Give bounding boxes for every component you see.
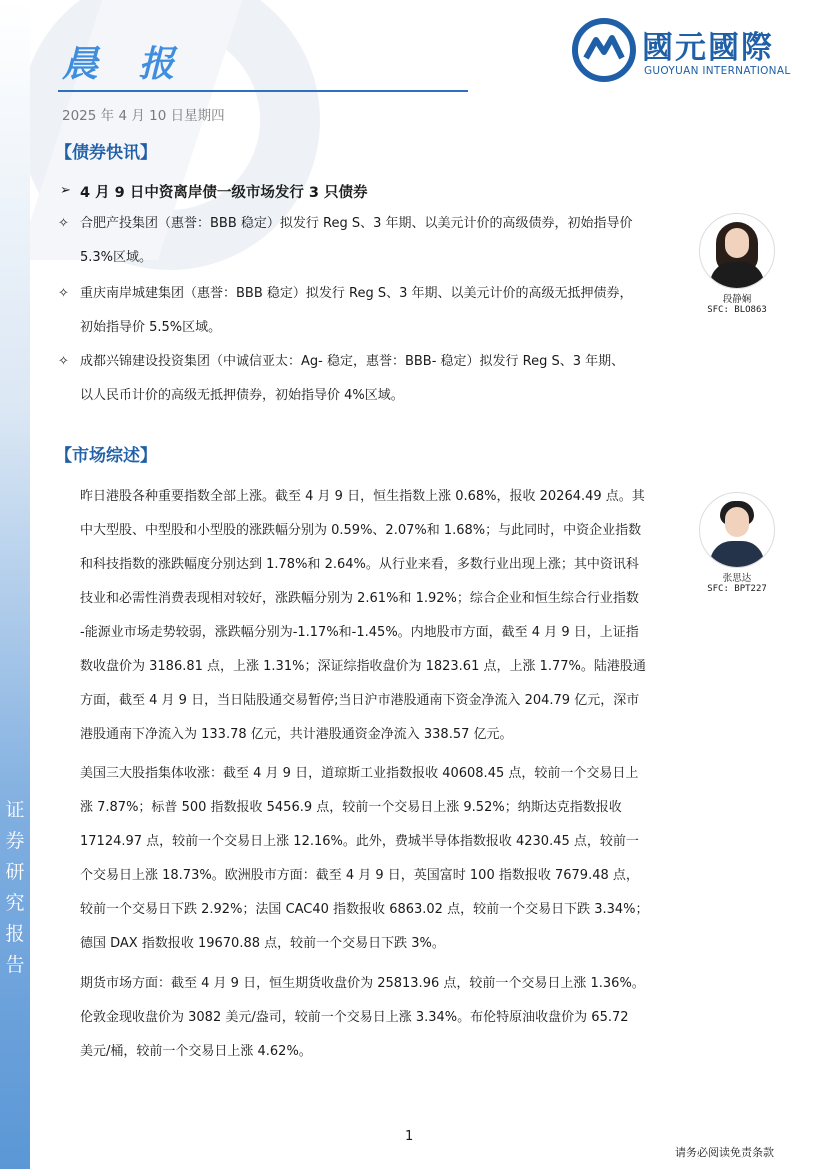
analyst-sfc: SFC: BPT227 (707, 584, 767, 594)
bond-bullet-line: 成都兴锦建设投资集团（中诚信亚太：Ag- 稳定，惠誉：BBB- 稳定）拟发行 Reg S、3 年期、 (80, 354, 625, 369)
paragraph-line: 伦敦金现收盘价为 3082 美元/盎司，较前一个交易日上涨 3.34%。布伦特原油收盘价为 65.72 (80, 1010, 629, 1025)
paragraph-line: 17124.97 点，较前一个交易日上涨 12.16%。此外，费城半导体指数报收 4230.45 点，较前一 (80, 834, 639, 849)
paragraph-line: 个交易日上涨 18.73%。欧洲股市方面：截至 4 月 9 日，英国富时 100 指数报收 7679.48 点， (80, 868, 639, 883)
analyst-name: 张思达 (722, 573, 752, 584)
side-label-char: 研 (5, 861, 25, 883)
paragraph-line: 数收盘价为 3186.81 点，上涨 1.31%；深证综指收盘价为 1823.61 点，上涨 1.77%。陆港股通 (80, 659, 646, 674)
paragraph-line: 中大型股、中型股和小型股的涨跌幅分别为 0.59%、2.07%和 1.68%；与此同时，中资企业指数 (80, 523, 642, 538)
analyst-card (692, 213, 782, 315)
side-label-char: 证 (5, 799, 25, 821)
bond-bullet-line: 合肥产投集团（惠誉：BBB 稳定）拟发行 Reg S、3 年期、以美元计价的高级债券，初始指导价 (80, 216, 633, 231)
logo-text-cn: 國元國際 (642, 30, 774, 66)
page-title: 晨 报 (62, 44, 189, 85)
avatar (699, 213, 775, 289)
bond-bullet-line: 重庆南岸城建集团（惠誉：BBB 稳定）拟发行 Reg S、3 年期、以美元计价的高级无抵押债券， (80, 286, 633, 301)
report-date: 2025 年 4 月 10 日星期四 (62, 108, 225, 124)
bond-bullet-line: 初始指导价 5.5%区域。 (80, 320, 222, 335)
page-number: 1 (405, 1129, 414, 1144)
side-strip (0, 0, 30, 1169)
paragraph-line: 技业和必需性消费表现相对较好，涨跌幅分别为 2.61%和 1.92%；综合企业和恒生综合行业指数 (80, 591, 639, 606)
paragraph-line: 昨日港股各种重要指数全部上涨。截至 4 月 9 日，恒生指数上涨 0.68%，报收 20264.49 点。其 (80, 489, 645, 504)
section-heading-bonds: 【债券快讯】 (55, 143, 157, 163)
bond-bullet-line: 5.3%区域。 (80, 250, 153, 265)
paragraph-line: -能源业市场走势较弱，涨跌幅分别为-1.17%和-1.45%。内地股市方面，截至 4 月 9 日，上证指 (80, 625, 639, 640)
paragraph-line: 港股通南下净流入为 133.78 亿元，共计港股通资金净流入 338.57 亿元。 (80, 727, 513, 742)
bond-bullet (58, 207, 668, 275)
analyst-sfc: SFC: BLO863 (707, 305, 767, 315)
side-label-char: 报 (5, 923, 25, 945)
bond-bullet (58, 277, 668, 345)
paragraph-line: 德国 DAX 指数报收 19670.88 点，较前一个交易日下跌 3%。 (80, 936, 445, 951)
paragraph-line: 期货市场方面：截至 4 月 9 日，恒生期货收盘价为 25813.96 点，较前一个交易日上涨 1.36%。 (80, 976, 645, 991)
logo-mark-icon (572, 18, 636, 82)
paragraph-line: 较前一个交易日下跌 2.92%；法国 CAC40 指数报收 6863.02 点，较前一个交易日下跌 3.34%； (80, 902, 649, 917)
paragraph-line: 方面，截至 4 月 9 日，当日陆股通交易暂停;当日沪市港股通南下资金净流入 204.79 亿元，深市 (80, 693, 640, 708)
diamond-bullet-icon: ✧ (58, 354, 69, 369)
title-rule (58, 90, 468, 92)
paragraph-line: 美元/桶，较前一个交易日上涨 4.62%。 (80, 1044, 312, 1059)
section-heading-market: 【市场综述】 (55, 446, 157, 466)
company-logo (572, 18, 812, 82)
analyst-name: 段静娴 (722, 294, 752, 305)
logo-text-en: GUOYUAN INTERNATIONAL (644, 65, 791, 77)
diamond-bullet-icon: ✧ (58, 216, 69, 231)
side-label (0, 795, 30, 981)
paragraph-line: 涨 7.87%；标普 500 指数报收 5456.9 点，较前一个交易日上涨 9.52%；纳斯达克指数报收 (80, 800, 622, 815)
market-paragraph-us-europe (80, 757, 670, 961)
diamond-bullet-icon: ✧ (58, 286, 69, 301)
market-paragraph-hk (80, 480, 670, 752)
disclaimer-link[interactable]: 请务必阅读免责条款 (675, 1146, 774, 1159)
market-paragraph-futures (80, 967, 670, 1069)
bond-headline: 4 月 9 日中资离岸债一级市场发行 3 只债券 (80, 185, 368, 201)
avatar (699, 492, 775, 568)
paragraph-line: 和科技指数的涨跌幅度分别达到 1.78%和 2.64%。从行业来看，多数行业出现上涨；其中资讯科 (80, 557, 639, 572)
side-label-char: 究 (5, 892, 25, 914)
side-label-char: 告 (5, 954, 25, 976)
analyst-card (692, 492, 782, 594)
paragraph-line: 美国三大股指集体收涨：截至 4 月 9 日，道琼斯工业指数报收 40608.45 点，较前一个交易日上 (80, 766, 639, 781)
side-label-char: 券 (5, 830, 25, 852)
bond-bullet (58, 345, 668, 413)
arrow-bullet-icon: ➢ (60, 183, 71, 198)
bond-bullet-line: 以人民币计价的高级无抵押债券，初始指导价 4%区域。 (80, 388, 404, 403)
